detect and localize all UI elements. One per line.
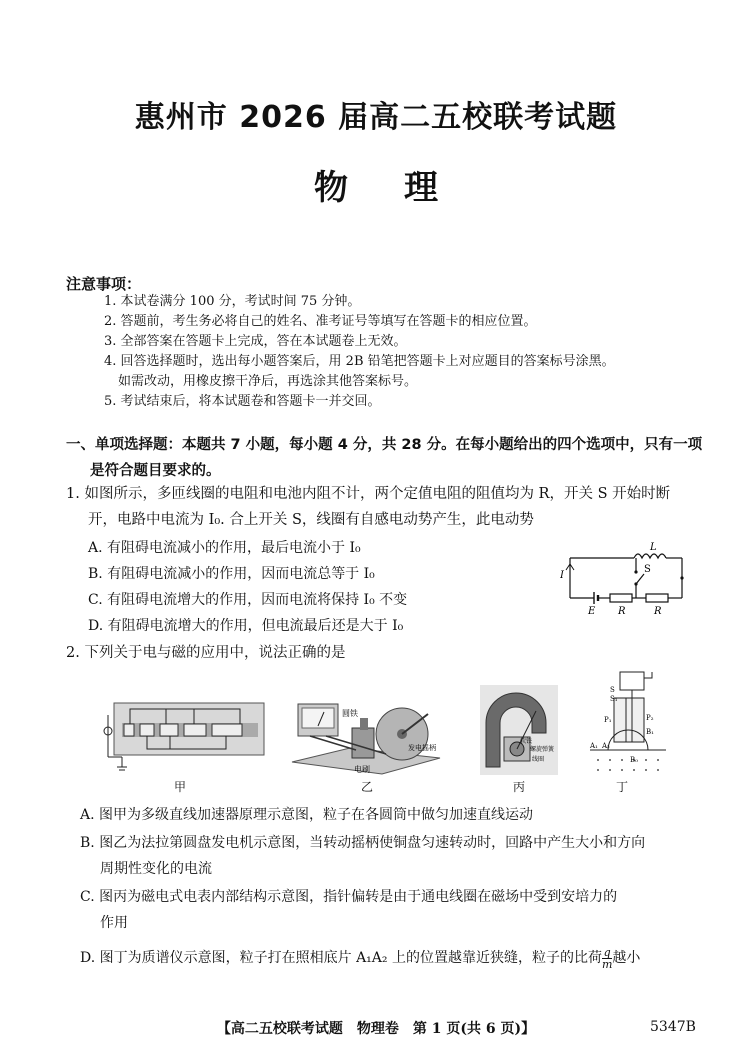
notice-item: 4. 回答选择题时，选出每小题答案后，用 2B 铅笔把答题卡上对应题目的答案标号涂黑。	[104, 354, 615, 369]
subject-char-2: 理	[404, 168, 438, 208]
label-R1: R	[618, 606, 626, 615]
exam-title: 惠州市 2026 届高二五校联考试题	[134, 100, 618, 135]
paper-code: 5347B	[650, 1019, 696, 1035]
notice-item: 1. 本试卷满分 100 分，考试时间 75 分钟。	[104, 294, 361, 309]
label-S: S	[644, 564, 651, 575]
figure-yi-faraday-disk	[290, 700, 450, 778]
q2-option-d-text: D. 图丁为质谱仪示意图，粒子打在照相底片 A₁A₂ 上的位置越靠近狭缝，粒子的比荷	[80, 950, 602, 966]
q1-option-a: A. 有阻碍电流减小的作用，最后电流小于 I₀	[88, 540, 361, 556]
notice-item: 如需改动，用橡皮擦干净后，再选涂其他答案标号。	[118, 374, 418, 389]
section-heading	[66, 432, 703, 484]
label-ding-b1: B₁	[646, 728, 654, 736]
caption-bing: 丙	[512, 780, 525, 794]
q2-option-a: A. 图甲为多级直线加速器原理示意图，粒子在各圆筒中做匀加速直线运动	[80, 807, 534, 823]
fraction-numerator: q	[603, 945, 611, 959]
label-ding-b0: B₀	[630, 756, 638, 764]
label-ding-s: S	[610, 686, 615, 694]
notice-item: 2. 答题前，考生务必将自己的姓名、准考证号等填写在答题卡的相应位置。	[104, 314, 537, 329]
q2-option-b-line2: 周期性变化的电流	[100, 861, 212, 877]
q2-option-c-line1: C. 图丙为磁电式电表内部结构示意图，指针偏转是由于通电线圈在磁场中受到安培力的	[80, 889, 618, 905]
q1-stem-line1: 1. 如图所示，多匝线圈的电阻和电池内阻不计，两个定值电阻的阻值均为 R，开关 S 开始时断	[66, 486, 671, 502]
label-E: E	[588, 606, 596, 615]
notice-item: 3. 全部答案在答题卡上完成，答在本试题卷上无效。	[104, 334, 407, 349]
label-ding-p1: P₁	[604, 716, 612, 724]
label-yi-crank: 发电摇柄	[408, 744, 436, 752]
figure-ding-mass-spectrometer	[586, 668, 670, 778]
label-bing-spring: 螺旋弹簧	[530, 746, 555, 753]
label-ding-a1: A₁	[590, 742, 598, 750]
label-ding-s1: S₁	[610, 695, 618, 703]
figure-bing-galvanometer	[478, 683, 560, 777]
section-heading-line1: 一、单项选择题：本题共 7 小题，每小题 4 分，共 28 分。在每小题给出的四个选项中，只有一项	[66, 437, 703, 453]
q1-stem-line2: 开，电路中电流为 I₀. 合上开关 S，线圈有自感电动势产生，此电动势	[88, 512, 534, 528]
q2-option-b-line1: B. 图乙为法拉第圆盘发电机示意图，当转动摇柄使铜盘匀速转动时，回路中产生大小和方向	[80, 835, 646, 851]
label-yi-iron: 圆铁	[342, 709, 358, 718]
q2-stem: 2. 下列关于电与磁的应用中，说法正确的是	[66, 645, 346, 661]
subject-title	[0, 160, 752, 209]
label-bing-coil: 线圈	[532, 756, 545, 763]
label-bing-iron: 软铁	[520, 738, 533, 745]
label-ding-p2: P₂	[646, 714, 654, 722]
charge-mass-ratio-fraction	[602, 947, 612, 970]
notice-heading: 注意事项：	[66, 275, 142, 293]
q1-option-d: D. 有阻碍电流增大的作用，但电流最后还是大于 I₀	[88, 618, 404, 634]
label-R2: R	[654, 606, 662, 615]
q2-option-c-line2: 作用	[100, 915, 128, 931]
page-footer: 【高二五校联考试题 物理卷 第 1 页(共 6 页)】	[216, 1021, 536, 1037]
subject-char-1: 物	[314, 168, 348, 208]
label-I: I	[560, 570, 564, 581]
figure-jia-linear-accelerator	[100, 695, 268, 775]
q2-option-d	[80, 945, 640, 971]
label-L: L	[650, 542, 657, 553]
q1-circuit-diagram	[560, 540, 690, 615]
notice-item: 5. 考试结束后，将本试题卷和答题卡一并交回。	[104, 394, 381, 409]
caption-yi: 乙	[360, 780, 373, 794]
q1-option-c: C. 有阻碍电流增大的作用，因而电流将保持 I₀ 不变	[88, 592, 408, 608]
q1-option-b: B. 有阻碍电流减小的作用，因而电流总等于 I₀	[88, 566, 375, 582]
caption-ding: 丁	[615, 780, 628, 794]
fraction-denominator: m	[601, 957, 613, 971]
caption-jia: 甲	[173, 780, 186, 794]
label-ding-a2: A₂	[602, 742, 610, 750]
q2-option-d-tail: 越小	[612, 950, 641, 966]
section-heading-line2: 是符合题目要求的。	[90, 463, 221, 479]
label-yi-brush: 电刷	[354, 765, 370, 774]
